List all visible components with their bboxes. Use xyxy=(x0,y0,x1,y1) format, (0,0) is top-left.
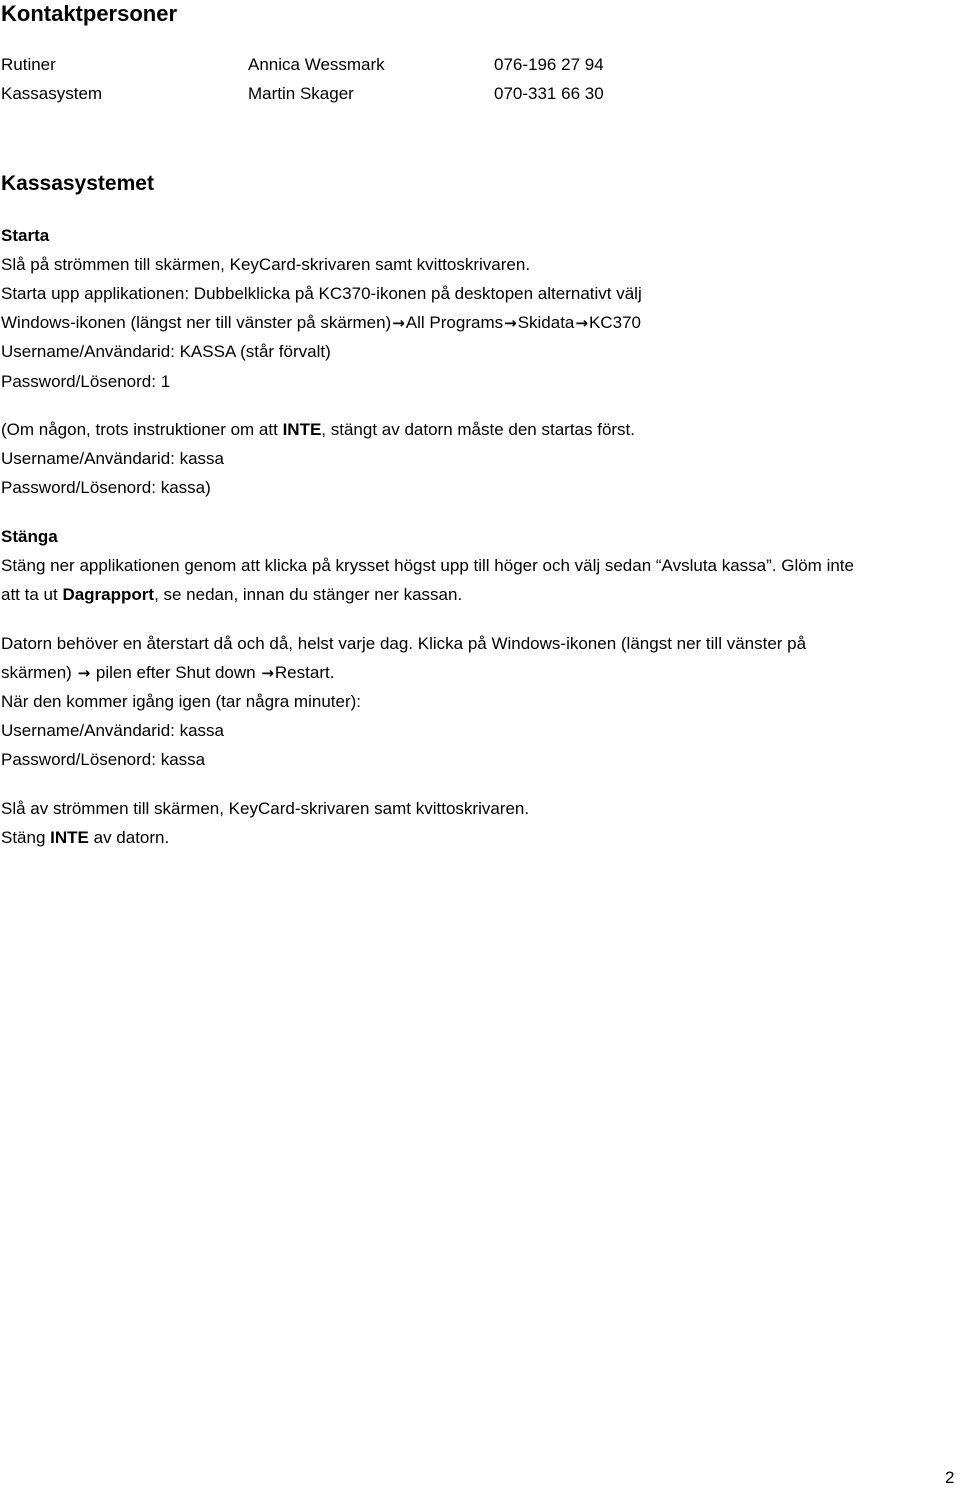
restart-line-username: Username/Användarid: kassa xyxy=(1,721,225,740)
close-text-b: , se nedan, innan du stänger ner kassan. xyxy=(154,585,463,604)
note-text-bold: INTE xyxy=(282,420,322,439)
close-line-2 xyxy=(1,580,462,609)
contact-phone: 070-331 66 30 xyxy=(494,84,604,103)
final-line-1: Slå av strömmen till skärmen, KeyCard-skrivaren samt kvittoskrivaren. xyxy=(1,799,530,818)
start-line-password: Password/Lösenord: 1 xyxy=(1,372,171,391)
arrow-right-icon: → xyxy=(575,314,588,332)
arrow-right-icon: → xyxy=(261,664,274,682)
page-number: 2 xyxy=(945,1468,955,1487)
start-heading: Starta xyxy=(1,226,50,245)
restart-line-1: Datorn behöver en återstart då och då, helst varje dag. Klicka på Windows-ikonen (längst ner till vänster på xyxy=(1,634,807,653)
restart-line-2 xyxy=(1,658,334,688)
arrow-right-icon: → xyxy=(77,664,91,682)
start-line-launch: Starta upp applikationen: Dubbelklicka på KC370-ikonen på desktopen alternativt välj xyxy=(1,284,642,303)
restart-text-b: pilen efter Shut down xyxy=(91,663,261,682)
menu-path-kc370: KC370 xyxy=(588,313,641,332)
contact-phone: 076-196 27 94 xyxy=(494,55,604,74)
menu-path-all-programs: All Programs xyxy=(405,313,504,332)
arrow-right-icon: → xyxy=(504,314,517,332)
contact-role: Kassasystem xyxy=(1,84,103,103)
note-text-a: (Om någon, trots instruktioner om att xyxy=(1,420,283,439)
close-line-1: Stäng ner applikationen genom att klicka på krysset högst upp till höger och välj sedan “Avsluta kassa”. Glöm inte xyxy=(1,556,854,575)
final-text-a: Stäng xyxy=(1,828,51,847)
menu-path-start: Windows-ikonen (längst ner till vänster på skärmen) xyxy=(1,313,392,332)
close-heading: Stänga xyxy=(1,527,58,546)
start-line-menu-path xyxy=(1,308,641,338)
contact-name: Martin Skager xyxy=(248,84,354,103)
start-note-username: Username/Användarid: kassa xyxy=(1,449,225,468)
contact-role: Rutiner xyxy=(1,55,56,74)
menu-path-skidata: Skidata xyxy=(517,313,575,332)
note-text-b: , stängt av datorn måste den startas först. xyxy=(321,420,636,439)
restart-line-3: När den kommer igång igen (tar några minuter): xyxy=(1,692,361,711)
close-text-a: att ta ut xyxy=(1,585,63,604)
system-heading: Kassasystemet xyxy=(1,172,154,195)
restart-text-a: skärmen) xyxy=(1,663,77,682)
final-text-bold: INTE xyxy=(50,828,89,847)
restart-text-c: Restart. xyxy=(274,663,335,682)
contact-name: Annica Wessmark xyxy=(248,55,385,74)
final-text-b: av datorn. xyxy=(88,828,170,847)
start-line-power: Slå på strömmen till skärmen, KeyCard-skrivaren samt kvittoskrivaren. xyxy=(1,255,531,274)
final-line-2 xyxy=(1,823,169,852)
contact-row-kassasystem xyxy=(0,79,700,108)
close-text-bold: Dagrapport xyxy=(62,585,155,604)
start-note-line xyxy=(1,415,635,444)
contact-row-rutiner xyxy=(0,50,700,79)
start-note-password: Password/Lösenord: kassa) xyxy=(1,478,211,497)
start-line-username: Username/Användarid: KASSA (står förvalt) xyxy=(1,342,331,361)
restart-line-password: Password/Lösenord: kassa xyxy=(1,750,206,769)
contacts-heading: Kontaktpersoner xyxy=(1,1,178,26)
arrow-right-icon: → xyxy=(392,314,405,332)
